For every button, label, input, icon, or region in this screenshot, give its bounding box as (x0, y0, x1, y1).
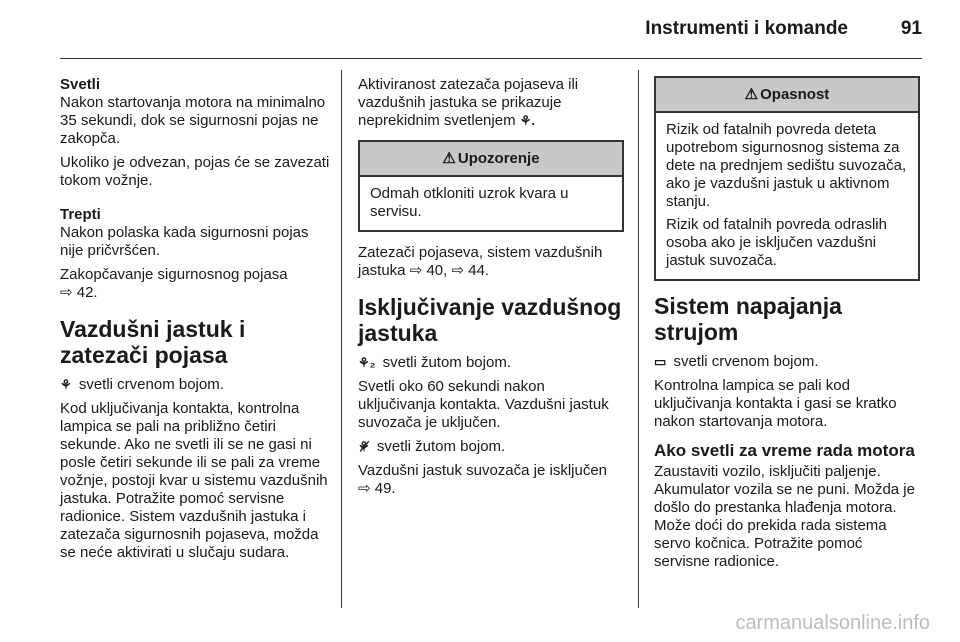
subsection-title-engine-running: Ako svetli za vreme rada motora (654, 441, 915, 460)
svetli-paragraph-2: Ukoliko je odvezan, pojas će se zavezati tokom vožnje. (60, 154, 330, 189)
svetli-label: Svetli (60, 76, 101, 93)
section-title-airbag: Vazdušni jastuk i zatezači pojasa (60, 316, 246, 368)
airbag-off-paragraph (358, 462, 624, 498)
page-header-title: Instrumenti i komande (645, 18, 848, 39)
airbag-off-indicator-text: svetli žutom bojom. (376, 438, 506, 455)
warning-triangle-icon: ⚠ (744, 86, 759, 103)
reference-arrow-icon: ⇨ (451, 262, 465, 279)
warning-triangle-icon: ⚠ (442, 150, 456, 167)
warning-box-text: Odmah otkloniti uzrok kvara u servisu. (370, 185, 569, 220)
airbag-off-text: Vazdušni jastuk suvozača je isključen (358, 462, 608, 479)
pretensioner-text: Zatezači pojaseva, sistem vazdušnih jastuka (358, 244, 603, 279)
svetli-paragraph-1: Nakon startovanja motora na minimalno 35 sekundi, dok se sigurnosni pojas ne zakopča. (60, 94, 326, 147)
header-rule (60, 58, 922, 59)
airbag-on-indicator-line (358, 354, 624, 372)
danger-box-title: Opasnost (760, 86, 830, 103)
airbag-paragraph: Kod uključivanja kontakta, kontrolna lampica se pali na približno četiri sekunde. Ako ne svetli ili se ne gasi ni posle četiri sekunde ili se pali za vreme vožnje, postoji kvar u sistemu vazdušnih jastuka. Potražite pomoć servisne radionice. Sistem vazdušnih jastuka i zatezača sigurnosnih pojaseva, možda se neće aktivirati u slučaju sudara. (60, 400, 328, 561)
warning-box-title: Upozorenje (457, 150, 540, 167)
airbag-on-paragraph: Svetli oko 60 sekundi nakon uključivanja kontakta. Vazdušni jastuk suvozača je uključen. (358, 378, 609, 431)
activation-paragraph (358, 76, 624, 130)
trepti-paragraph-2 (60, 266, 332, 302)
reference-arrow-icon: ⇨ (358, 480, 371, 497)
activation-text: Aktiviranost zatezača pojaseva ili vazdušnih jastuka se prikazuje neprekidnim svetlenjem (358, 76, 579, 129)
column-divider-right (638, 70, 639, 608)
power-paragraph-1: Kontrolna lampica se pali kod uključivanja kontakta i gasi se kratko nakon startovanja motora. (654, 377, 897, 430)
column-2 (358, 76, 624, 504)
airbag-on-icon: ⚘₂ (358, 355, 376, 370)
danger-box-header (656, 78, 918, 113)
airbag-indicator-text: svetli crvenom bojom. (78, 376, 224, 393)
trepti-paragraph-2-text: Zakopčavanje sigurnosnog pojasa (60, 266, 288, 283)
power-paragraph-2: Zaustaviti vozilo, isključiti paljenje. Akumulator vozila se ne puni. Možda je došlo do prestanka hlađenja motora. Može doći do prekida rada sistema servo kočnica. Potražite pomoć servisne radionice. (654, 463, 915, 570)
airbag-warning-icon: ⚘. (519, 113, 536, 128)
column-divider-left (341, 70, 342, 608)
danger-box-paragraph-1: Rizik od fatalnih povreda deteta upotrebom sigurnosnog sistema za dete na prednjem sedištu suvozača, ako je vazdušni jastuk u aktivnom stanju. (666, 121, 907, 210)
airbag-warning-icon: ⚘ (60, 377, 72, 392)
trepti-label: Trepti (60, 206, 101, 223)
airbag-indicator-line (60, 376, 332, 394)
pretensioner-page-ref-2[interactable]: 44. (468, 262, 490, 279)
reference-arrow-icon: ⇨ (409, 262, 423, 279)
trepti-paragraph-1: Nakon polaska kada sigurnosni pojas nije pričvršćen. (60, 224, 309, 259)
airbag-on-indicator-text: svetli žutom bojom. (382, 354, 511, 371)
column-3 (654, 76, 920, 577)
warning-box (358, 140, 624, 232)
pretensioner-paragraph (358, 244, 624, 280)
column-1 (60, 76, 332, 568)
page-number: 91 (900, 18, 922, 39)
warning-box-header (360, 142, 622, 177)
battery-indicator-text: svetli crvenom bojom. (673, 353, 819, 370)
trepti-page-ref[interactable]: 42. (76, 284, 98, 301)
watermark: carmanualsonline.info (735, 612, 930, 634)
battery-icon: ▭ (654, 354, 667, 369)
pretensioner-page-ref-1[interactable]: 40, (426, 262, 448, 279)
danger-box-paragraph-2: Rizik od fatalnih povreda odraslih osoba ako je isključen vazdušni jastuk suvozača. (666, 216, 887, 269)
battery-indicator-line (654, 353, 920, 371)
reference-arrow-icon: ⇨ (60, 284, 73, 301)
section-title-airbag-off: Isključivanje vazdušnog jastuka (358, 294, 622, 346)
airbag-off-icon: ⚘̸ (358, 439, 370, 454)
airbag-off-indicator-line (358, 438, 624, 456)
danger-box (654, 76, 920, 281)
section-title-power: Sistem napajanja strujom (654, 293, 842, 345)
airbag-off-page-ref[interactable]: 49. (374, 480, 396, 497)
